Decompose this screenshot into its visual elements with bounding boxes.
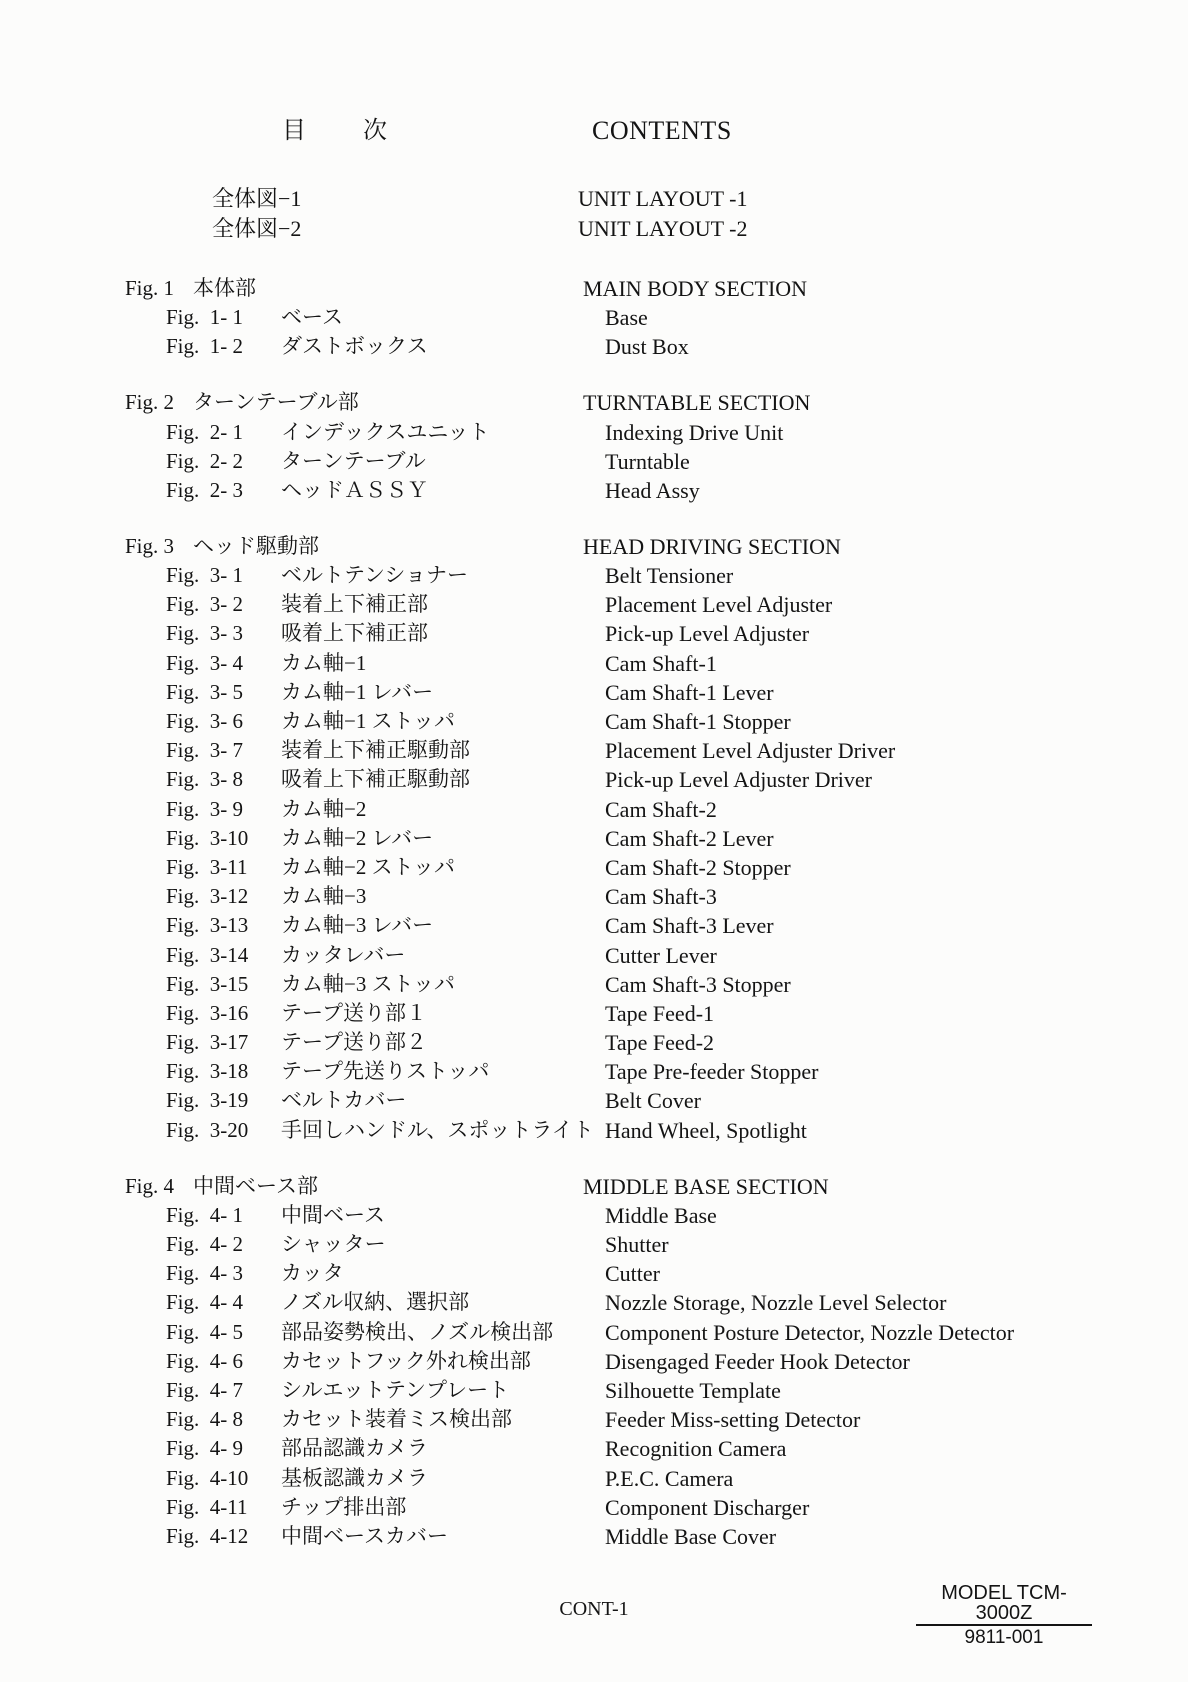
item-title-japanese: 装着上下補正部 — [281, 592, 428, 617]
toc-row — [0, 1230, 1188, 1259]
item-title-english: Cam Shaft-1 Stopper — [605, 709, 791, 735]
layout-item-japanese: 全体図−1 — [212, 186, 302, 211]
toc-row — [0, 1201, 1188, 1230]
item-title-english: Cam Shaft-3 Stopper — [605, 971, 791, 997]
toc-row — [0, 590, 1188, 619]
figure-number: Fig. 3-12 — [166, 884, 249, 909]
item-title-english: Belt Tensioner — [605, 563, 734, 589]
item-title-english: Placement Level Adjuster Driver — [605, 738, 896, 764]
layout-item-japanese: 全体図−2 — [212, 216, 302, 241]
item-title-japanese: カム軸−2 — [281, 796, 367, 821]
toc-row — [0, 1028, 1188, 1057]
toc-row — [0, 303, 1188, 332]
toc-row — [0, 274, 1188, 303]
item-title-japanese: カセットフック外れ検出部 — [281, 1348, 531, 1373]
figure-number: Fig. 4- 7 — [166, 1377, 244, 1402]
section-title-japanese: ヘッド駆動部 — [193, 533, 319, 558]
item-title-japanese: ベルトカバー — [281, 1088, 407, 1113]
item-title-japanese: ダストボックス — [281, 334, 428, 359]
item-title-japanese: ベルトテンショナー — [281, 563, 469, 588]
toc-row — [0, 999, 1188, 1028]
toc-row — [0, 214, 1188, 244]
item-title-japanese: ターンテーブル — [281, 448, 426, 473]
figure-number: Fig. 4- 1 — [166, 1202, 244, 1227]
figure-number: Fig. 3-11 — [166, 854, 248, 879]
item-title-japanese: カム軸−2 ストッパ — [281, 854, 455, 879]
item-title-japanese: 基板認識カメラ — [281, 1465, 428, 1490]
toc-row — [0, 1522, 1188, 1551]
item-title-english: Cam Shaft-1 Lever — [605, 679, 774, 705]
figure-number: Fig. 3-16 — [166, 1000, 249, 1025]
page-number: CONT-1 — [559, 1598, 629, 1620]
model-number: MODEL TCM-3000Z — [916, 1583, 1092, 1626]
item-title-english: Feeder Miss-setting Detector — [605, 1407, 861, 1433]
item-title-japanese: 中間ベースカバー — [281, 1523, 448, 1548]
figure-number: Fig. 3- 8 — [166, 767, 244, 792]
item-title-english: Tape Feed-1 — [605, 1000, 715, 1026]
item-title-japanese: 部品姿勢検出、ノズル検出部 — [281, 1319, 554, 1344]
item-title-english: Base — [605, 305, 648, 331]
layout-item-english: UNIT LAYOUT -2 — [578, 216, 748, 241]
toc-row — [0, 882, 1188, 911]
item-title-english: Cam Shaft-2 Lever — [605, 825, 774, 851]
item-title-japanese: カム軸−1 レバー — [281, 679, 434, 704]
figure-number: Fig. 4 — [125, 1173, 175, 1198]
item-title-english: Turntable — [605, 448, 690, 474]
item-title-english: Pick-up Level Adjuster Driver — [605, 767, 872, 793]
toc-row — [0, 1288, 1188, 1317]
item-title-japanese: カム軸−3 レバー — [281, 913, 434, 938]
item-title-japanese: カム軸−2 レバー — [281, 825, 434, 850]
item-title-english: Pick-up Level Adjuster — [605, 621, 810, 647]
figure-number: Fig. 3- 1 — [166, 563, 244, 588]
figure-number: Fig. 3- 7 — [166, 738, 244, 763]
item-title-japanese: 装着上下補正駆動部 — [281, 738, 470, 763]
toc-row — [0, 332, 1188, 361]
figure-number: Fig. 3-10 — [166, 825, 249, 850]
item-title-english: Placement Level Adjuster — [605, 592, 833, 618]
toc-row — [0, 765, 1188, 794]
figure-number: Fig. 4- 4 — [166, 1290, 244, 1315]
item-title-japanese: 手回しハンドル、スポットライト — [281, 1117, 594, 1142]
item-title-english: Shutter — [605, 1232, 669, 1258]
item-title-english: Hand Wheel, Spotlight — [605, 1117, 807, 1143]
item-title-japanese: テープ送り部１ — [281, 1000, 427, 1025]
toc-section-2 — [0, 388, 1188, 505]
section-title-english: MIDDLE BASE SECTION — [583, 1173, 829, 1199]
figure-number: Fig. 3- 3 — [166, 621, 244, 646]
item-title-english: Belt Cover — [605, 1088, 701, 1114]
toc-row — [0, 1493, 1188, 1522]
item-title-english: Cam Shaft-1 — [605, 650, 717, 676]
toc-row — [0, 532, 1188, 561]
item-title-english: P.E.C. Camera — [605, 1465, 734, 1491]
section-title-english: MAIN BODY SECTION — [583, 276, 808, 301]
section-title-japanese: ターンテーブル部 — [193, 390, 359, 415]
item-title-japanese: ベース — [281, 305, 343, 330]
figure-number: Fig. 3- 6 — [166, 709, 244, 734]
toc-row — [0, 418, 1188, 447]
figure-number: Fig. 2- 2 — [166, 448, 244, 473]
item-title-japanese: カム軸−3 ストッパ — [281, 971, 455, 996]
figure-number: Fig. 4-12 — [166, 1523, 249, 1548]
item-title-english: Disengaged Feeder Hook Detector — [605, 1348, 910, 1374]
figure-number: Fig. 3-14 — [166, 942, 249, 967]
item-title-english: Middle Base — [605, 1202, 717, 1228]
toc-row — [0, 970, 1188, 999]
toc-row — [0, 736, 1188, 765]
item-title-english: Indexing Drive Unit — [605, 419, 784, 445]
item-title-english: Nozzle Storage, Nozzle Level Selector — [605, 1290, 947, 1316]
section-title-english: HEAD DRIVING SECTION — [583, 533, 841, 559]
item-title-english: Recognition Camera — [605, 1436, 787, 1462]
section-title-english: TURNTABLE SECTION — [583, 390, 811, 416]
figure-number: Fig. 4- 2 — [166, 1232, 244, 1257]
toc-row — [0, 184, 1188, 214]
figure-number: Fig. 3-20 — [166, 1117, 249, 1142]
item-title-japanese: カム軸−3 — [281, 884, 367, 909]
item-title-japanese: テープ送り部２ — [281, 1030, 427, 1055]
figure-number: Fig. 3-13 — [166, 913, 249, 938]
toc-row — [0, 1057, 1188, 1086]
item-title-japanese: インデックスユニット — [281, 419, 490, 444]
figure-number: Fig. 4- 5 — [166, 1319, 244, 1344]
toc-row — [0, 619, 1188, 648]
figure-number: Fig. 3- 9 — [166, 796, 244, 821]
item-title-english: Middle Base Cover — [605, 1523, 777, 1549]
figure-number: Fig. 1 — [125, 276, 175, 300]
figure-number: Fig. 2 — [125, 390, 175, 415]
item-title-japanese: カム軸−1 ストッパ — [281, 709, 455, 734]
toc-section-1 — [0, 274, 1188, 362]
figure-number: Fig. 1- 2 — [166, 334, 244, 359]
item-title-japanese: ヘッドＡＳＳＹ — [281, 477, 428, 502]
toc-row — [0, 1259, 1188, 1288]
figure-number: Fig. 3-19 — [166, 1088, 249, 1113]
page-title-english: CONTENTS — [592, 116, 732, 145]
item-title-english: Tape Feed-2 — [605, 1030, 715, 1056]
item-title-english: Component Posture Detector, Nozzle Detector — [605, 1319, 1015, 1345]
toc-row — [0, 1116, 1188, 1145]
toc-row — [0, 649, 1188, 678]
toc-section-3 — [0, 532, 1188, 1145]
item-title-english: Silhouette Template — [605, 1377, 781, 1403]
layout-item-english: UNIT LAYOUT -1 — [578, 186, 748, 211]
figure-number: Fig. 4-11 — [166, 1494, 248, 1519]
figure-number: Fig. 2- 1 — [166, 419, 244, 444]
page-title-japanese: 目次 — [282, 118, 444, 144]
unit-layout-block — [0, 184, 1188, 244]
figure-number: Fig. 4- 3 — [166, 1261, 244, 1286]
item-title-japanese: カッタレバー — [281, 942, 406, 967]
figure-number: Fig. 1- 1 — [166, 305, 244, 330]
toc-row — [0, 707, 1188, 736]
figure-number: Fig. 4- 9 — [166, 1436, 244, 1461]
item-title-japanese: 中間ベース — [281, 1202, 385, 1227]
figure-number: Fig. 3-18 — [166, 1059, 249, 1084]
model-block — [916, 1583, 1092, 1647]
item-title-english: Cam Shaft-3 — [605, 884, 717, 910]
item-title-english: Head Assy — [605, 477, 700, 503]
item-title-english: Cam Shaft-3 Lever — [605, 913, 774, 939]
item-title-english: Cam Shaft-2 — [605, 796, 717, 822]
toc-row — [0, 795, 1188, 824]
section-title-japanese: 中間ベース部 — [193, 1173, 318, 1198]
toc-row — [0, 911, 1188, 940]
item-title-japanese: 部品認識カメラ — [281, 1436, 428, 1461]
item-title-japanese: シャッター — [281, 1232, 386, 1257]
toc-row — [0, 1464, 1188, 1493]
item-title-japanese: カッタ — [281, 1261, 344, 1286]
item-title-english: Cutter Lever — [605, 942, 717, 968]
toc-row — [0, 678, 1188, 707]
figure-number: Fig. 2- 3 — [166, 477, 244, 502]
figure-number: Fig. 4-10 — [166, 1465, 249, 1490]
figure-number: Fig. 3- 2 — [166, 592, 244, 617]
toc-row — [0, 1434, 1188, 1463]
document-number: 9811-001 — [964, 1627, 1044, 1648]
toc-row — [0, 824, 1188, 853]
item-title-japanese: シルエットテンプレート — [281, 1377, 510, 1402]
toc-row — [0, 1318, 1188, 1347]
section-title-japanese: 本体部 — [193, 276, 256, 300]
toc-row — [0, 1376, 1188, 1405]
toc-row — [0, 1405, 1188, 1434]
item-title-japanese: テープ先送りストッパ — [281, 1059, 490, 1084]
item-title-japanese: カセット装着ミス検出部 — [281, 1407, 512, 1432]
toc-row — [0, 561, 1188, 590]
item-title-english: Tape Pre-feeder Stopper — [605, 1059, 819, 1085]
item-title-japanese: 吸着上下補正部 — [281, 621, 428, 646]
toc-row — [0, 941, 1188, 970]
item-title-japanese: ノズル収納、選択部 — [281, 1290, 470, 1315]
item-title-english: Cam Shaft-2 Stopper — [605, 854, 791, 880]
item-title-japanese: チップ排出部 — [281, 1494, 407, 1519]
item-title-japanese: 吸着上下補正駆動部 — [281, 767, 470, 792]
item-title-english: Component Discharger — [605, 1494, 810, 1520]
toc-body — [0, 184, 1188, 1551]
figure-number: Fig. 4- 6 — [166, 1348, 244, 1373]
figure-number: Fig. 3- 5 — [166, 679, 244, 704]
item-title-english: Cutter — [605, 1261, 660, 1287]
figure-number: Fig. 3-15 — [166, 971, 249, 996]
toc-row — [0, 853, 1188, 882]
toc-row — [0, 388, 1188, 417]
figure-number: Fig. 3- 4 — [166, 650, 244, 675]
item-title-japanese: カム軸−1 — [281, 650, 367, 675]
figure-number: Fig. 3 — [125, 533, 175, 558]
toc-row — [0, 476, 1188, 505]
toc-row — [0, 447, 1188, 476]
page-title-row — [0, 116, 1188, 146]
item-title-english: Dust Box — [605, 334, 689, 360]
toc-section-4 — [0, 1172, 1188, 1551]
toc-row — [0, 1347, 1188, 1376]
toc-row — [0, 1172, 1188, 1201]
toc-row — [0, 1086, 1188, 1115]
figure-number: Fig. 4- 8 — [166, 1407, 244, 1432]
figure-number: Fig. 3-17 — [166, 1030, 249, 1055]
